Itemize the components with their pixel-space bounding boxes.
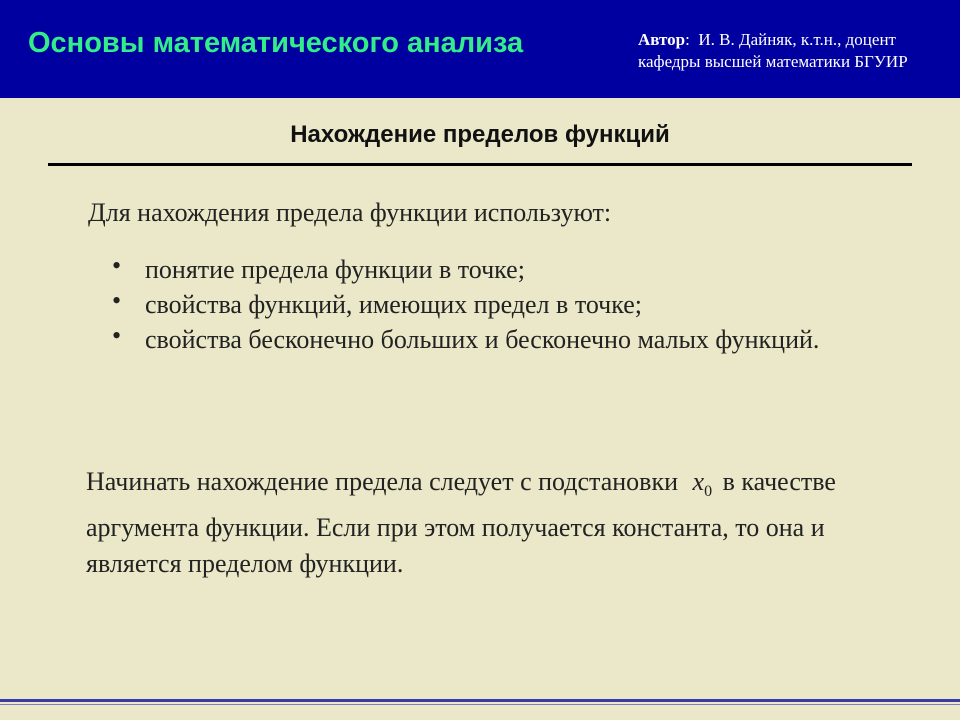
paragraph-part-1: Начинать нахождение предела следует с подстановки [86, 467, 679, 496]
title-divider [48, 163, 912, 166]
author-block [638, 29, 908, 73]
author-department: кафедры высшей математики БГУИР [638, 52, 908, 71]
bullet-text: свойства функций, имеющих предел в точке; [145, 290, 642, 319]
slide-title: Нахождение пределов функций [290, 121, 670, 148]
substitution-paragraph [86, 464, 846, 582]
variable-subscript: 0 [704, 483, 713, 501]
footer-line-thin [0, 704, 960, 705]
footer-line [0, 699, 960, 702]
paragraph-part-2: в качестве аргумента функции. Если при этом получается константа, то она и является пределом функции. [86, 467, 836, 579]
author-line-1 [638, 29, 908, 51]
bullet-icon: • [112, 286, 122, 315]
author-name: И. В. Дайняк, к.т.н., доцент [698, 30, 896, 49]
bullet-item [112, 252, 819, 287]
intro-text: Для нахождения предела функции используют: [88, 198, 612, 227]
bullet-list [112, 252, 819, 357]
course-title: Основы математического анализа [28, 27, 524, 59]
author-label: Автор [638, 30, 686, 49]
header-bar [0, 0, 960, 98]
variable-base: x [692, 467, 705, 496]
bullet-icon: • [112, 321, 122, 350]
bullet-icon: • [112, 251, 122, 280]
variable-x0 [692, 467, 713, 501]
bullet-item [112, 322, 819, 357]
bullet-text: понятие предела функции в точке; [145, 255, 525, 284]
bullet-item [112, 287, 819, 322]
bullet-text: свойства бесконечно больших и бесконечно малых функций. [145, 325, 820, 354]
author-colon: : [685, 30, 699, 49]
